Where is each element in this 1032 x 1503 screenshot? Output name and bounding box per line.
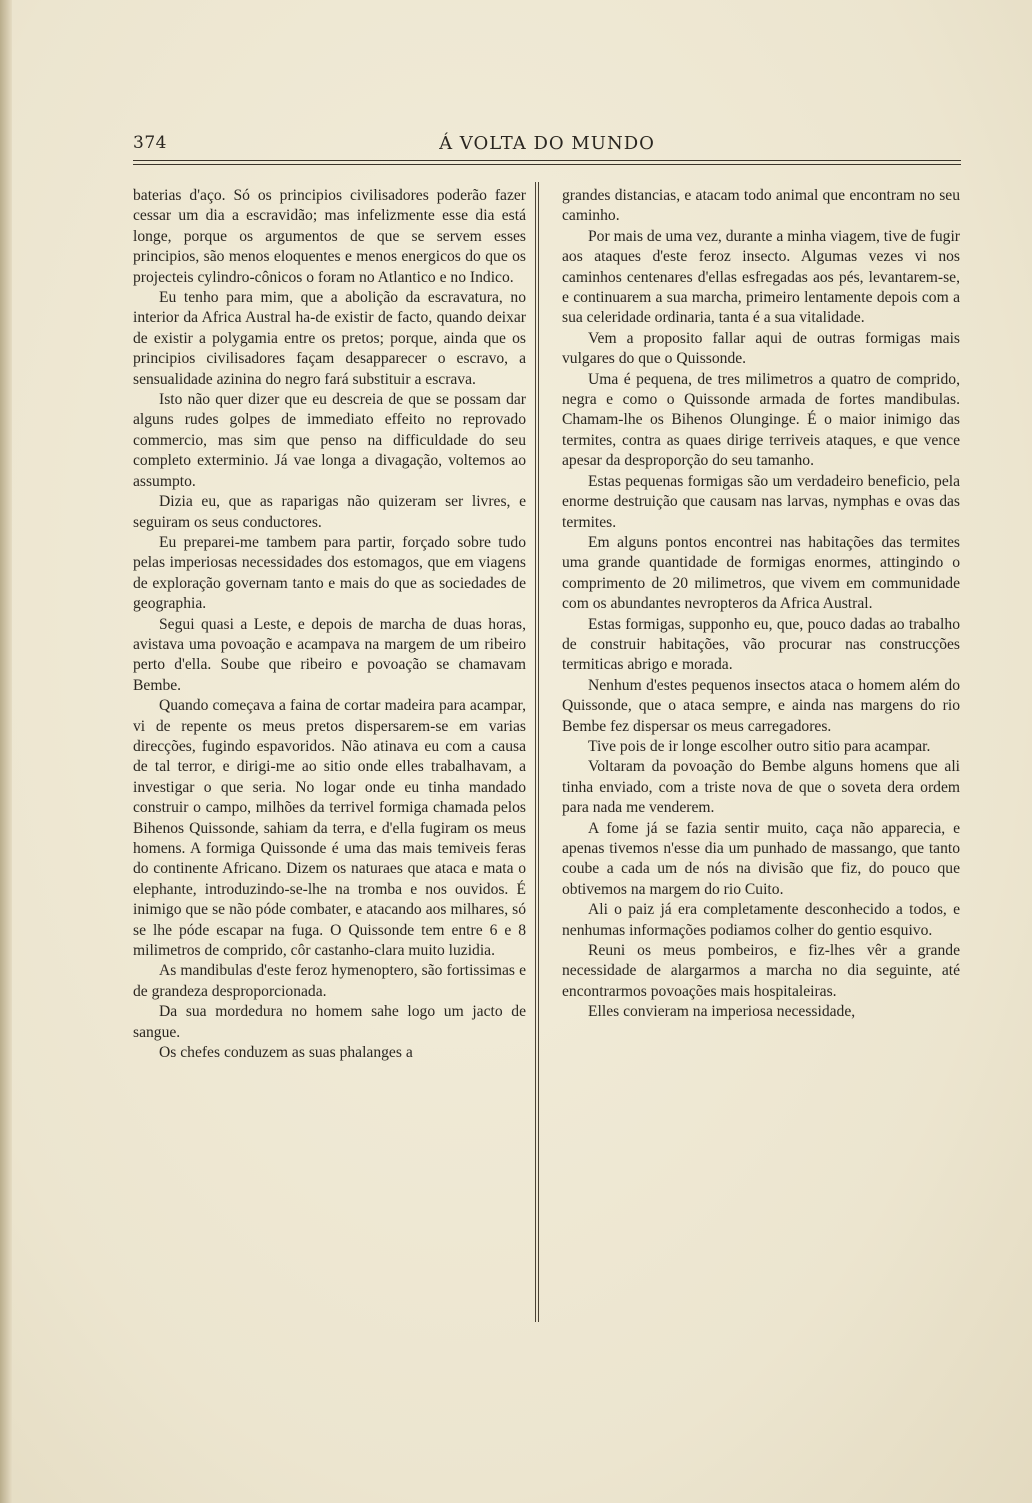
paragraph: Eu tenho para mim, que a abolição da escravatura, no interior da Africa Austral ha-de existir de facto, quando deixar de existir a polygamia entre os pretos; porque, ainda que os principios civilisadores façam desapparecer o escravo, a sensualidade azinina do negro fará substituir a escrava. xyxy=(133,289,526,388)
page-number: 374 xyxy=(133,133,167,153)
paragraph: Ali o paiz já era completamente desconhecido a todos, e nenhumas informações podiamos colher do gentio esquivo. xyxy=(562,901,960,939)
paragraph: Os chefes conduzem as suas phalanges a xyxy=(159,1044,413,1062)
paragraph: Isto não quer dizer que eu descreia de que se possam dar alguns rudes golpes de immediato effeito no reprovado commercio, mas sim que penso na difficuldade do seu completo exterminio. Já vae longa a divagação, voltemos ao assumpto. xyxy=(133,391,526,490)
paragraph: Estas formigas, supponho eu, que, pouco dadas ao trabalho de construir habitações, vão procurar nas construcções termiticas abrigo e morada. xyxy=(562,615,960,674)
paragraph: Uma é pequena, de tres milimetros a quatro de comprido, negra e como o Quissonde armada de fortes mandibulas. Chamam-lhe os Bihenos Olunginge. É o maior inimigo das termites, contra as quaes dirige terriveis ataques, e que vence apesar da desproporção do seu tamanho. xyxy=(562,370,960,470)
running-title: Á VOLTA DO MUNDO xyxy=(439,133,655,154)
paragraph: Segui quasi a Leste, e depois de marcha de duas horas, avistava uma povoação e acampava na margem de um ribeiro perto d'ella. Soube que ribeiro e povoação se chamavam Bembe. xyxy=(133,615,526,694)
paragraph: As mandibulas d'este feroz hymenoptero, são fortissimas e de grandeza desproporcionada. xyxy=(133,962,526,1000)
paragraph: Da sua mordedura no homem sahe logo um jacto de sangue. xyxy=(133,1003,526,1041)
paragraph: Por mais de uma vez, durante a minha viagem, tive de fugir aos ataques d'este feroz insecto. Algumas vezes vi nos caminhos centenares d'ellas esfregadas aos pés, levantarem-se, e continuarem a sua marcha, primeiro lentamente depois com a sua celeridade ordinaria, tanta é a sua vitalidade. xyxy=(562,227,960,327)
paragraph: Quando começava a faina de cortar madeira para acampar, vi de repente os meus pretos dispersarem-se em varias direcções, fugindo espavoridos. Não atinava eu com a causa de tal terror, e dirigi-me ao sitio onde elles trabalhavam, a investigar o que seria. No logar onde eu tinha mandado construir o campo, milhões da terrivel formiga chamada pelos Bihenos Quissonde, sahiam da terra, e d'ella fugiram os meus homens. A formiga Quissonde é uma das mais temiveis feras do continente Africano. Dizem os naturaes que ataca e mata o elephante, introduzindo-se-lhe na tromba e nos ouvidos. É inimigo que se não póde combater, e atacando aos milhares, só se lhe póde escapar na fuga. O Quissonde tem entre 6 e 8 milimetros de comprido, côr castanho-clara muito luzidia. xyxy=(133,697,526,960)
paragraph: Tive pois de ir longe escolher outro sitio para acampar. xyxy=(588,737,931,755)
right-text-column xyxy=(562,186,960,1023)
column-divider xyxy=(535,182,539,1322)
paragraph: Vem a proposito fallar aqui de outras formigas mais vulgares do que o Quissonde. xyxy=(562,329,960,368)
paragraph: Em alguns pontos encontrei nas habitações das termites uma grande quantidade de formigas enormes, attingindo o comprimento de 20 milimetros, que vivem em communidade com os abundantes nevropteros da Africa Austral. xyxy=(562,533,960,613)
header-rule-bottom xyxy=(133,164,961,165)
paragraph: baterias d'aço. Só os principios civilisadores poderão fazer cessar um dia a escravidão; mas infelizmente esse dia está longe, porque os argumentos de que se servem esses principios, são menos eloquentes e menos energicos do que os projecteis cylindro-cônicos o foram no Atlantico e no Indico. xyxy=(133,187,526,286)
paragraph: Reuni os meus pombeiros, e fiz-lhes vêr a grande necessidade de alargarmos a marcha no dia seguinte, até encontrarmos povoações mais hospitaleiras. xyxy=(562,942,960,1000)
paragraph: Elles convieram na imperiosa necessidade, xyxy=(588,1003,856,1021)
paragraph: grandes distancias, e atacam todo animal que encontram no seu caminho. xyxy=(562,187,960,225)
paragraph: A fome já se fazia sentir muito, caça não apparecia, e apenas tivemos n'esse dia um punhado de massango, que tanto coube a cada um de nós na divisão que fiz, do pouco que obtivemos na margem do rio Cuito. xyxy=(562,819,960,898)
left-text-column xyxy=(133,186,526,1063)
page-binding-edge xyxy=(0,0,12,1503)
paragraph: Voltaram da povoação do Bembe alguns homens que ali tinha enviado, com a triste nova de que o soveta dera ordem para nada me venderem. xyxy=(562,758,960,817)
paragraph: Nenhum d'estes pequenos insectos ataca o homem além do Quissonde, que o ataca sempre, e ainda nas margens do rio Bembe fez dispersar os meus carregadores. xyxy=(562,676,960,735)
paragraph: Dizia eu, que as raparigas não quizeram ser livres, e seguiram os seus conductores. xyxy=(133,493,526,531)
paragraph: Eu preparei-me tambem para partir, forçado sobre tudo pelas imperiosas necessidades dos estomagos, que em viagens de exploração governam tanto e mais do que as sociedades de geographia. xyxy=(133,533,526,613)
page-header xyxy=(133,133,961,161)
header-rule-top xyxy=(133,160,961,161)
paragraph: Estas pequenas formigas são um verdadeiro beneficio, pela enorme destruição que causam nas larvas, nymphas e ovas das termites. xyxy=(562,472,960,531)
